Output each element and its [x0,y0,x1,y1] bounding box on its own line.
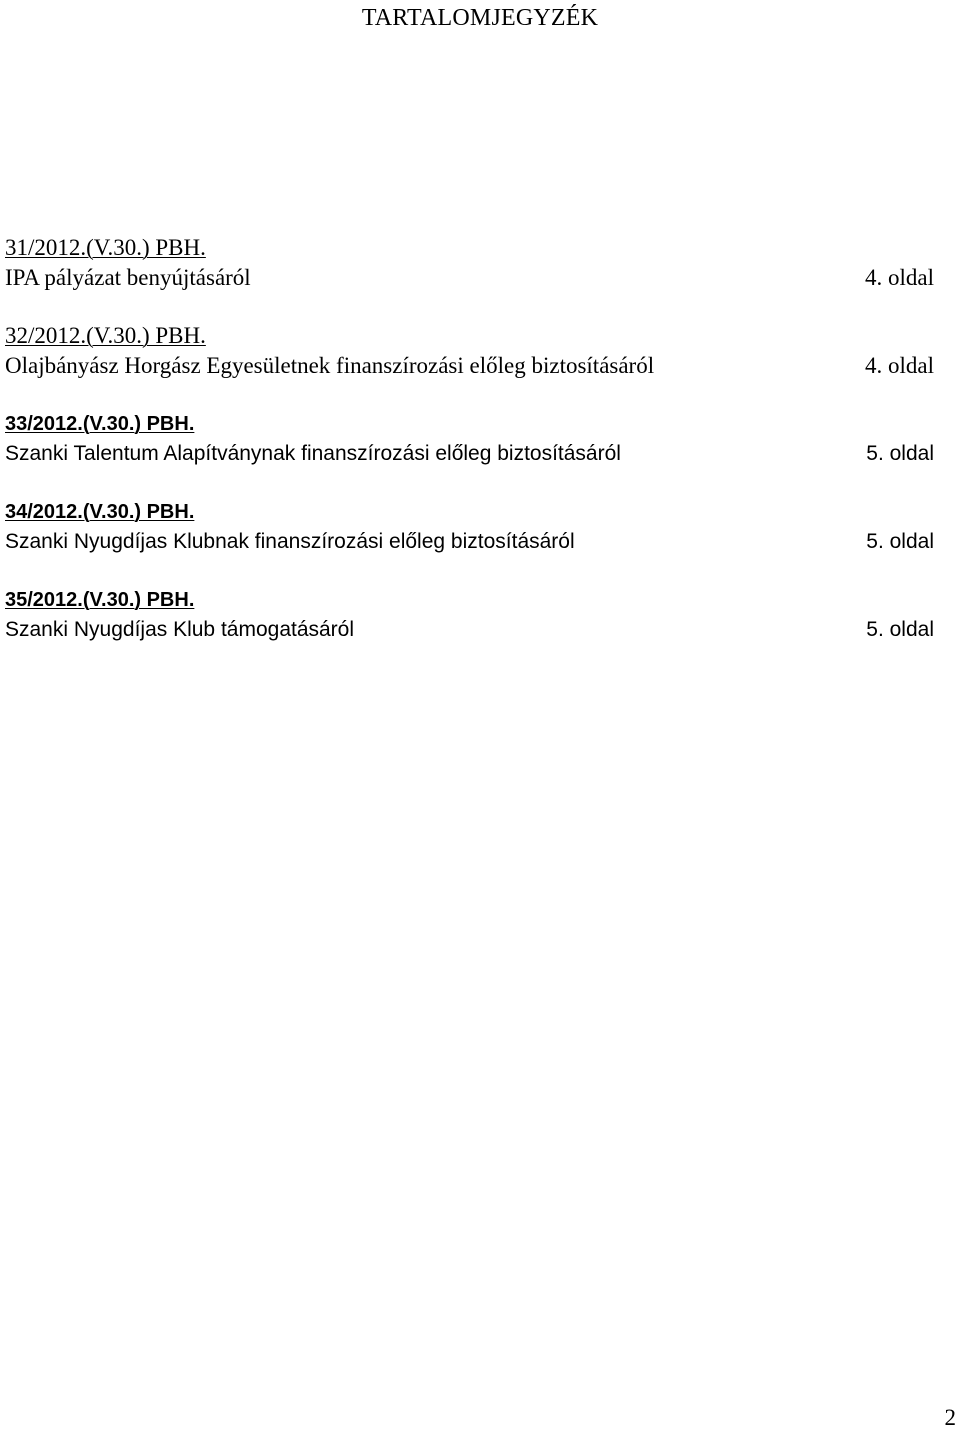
toc-entry-line [5,263,934,293]
resolution-subject: Olajbányász Horgász Egyesületnek finanszírozási előleg biztosításáról [5,353,655,378]
table-of-contents [5,233,934,673]
resolution-number: 31/2012.(V.30.) PBH. [5,235,206,260]
page-reference: 5. oldal [866,442,934,465]
toc-entry-33 [5,409,934,469]
page-reference: 4. oldal [865,265,934,290]
toc-entry-line [5,439,934,469]
toc-entry-line [5,615,934,645]
resolution-number: 34/2012.(V.30.) PBH. [5,501,195,523]
resolution-number: 33/2012.(V.30.) PBH. [5,413,195,435]
toc-entry-34 [5,497,934,557]
toc-entry-32 [5,321,934,381]
resolution-number: 35/2012.(V.30.) PBH. [5,589,195,611]
resolution-number: 32/2012.(V.30.) PBH. [5,323,206,348]
page-title: TARTALOMJEGYZÉK [361,5,599,31]
page-reference: 5. oldal [866,530,934,553]
resolution-subject: Szanki Talentum Alapítványnak finanszírozási előleg biztosításáról [5,442,621,465]
toc-entry-35 [5,585,934,645]
toc-entry-31 [5,233,934,293]
resolution-subject: IPA pályázat benyújtásáról [5,265,251,290]
toc-entry-line [5,527,934,557]
page-number: 2 [944,1405,956,1430]
resolution-subject: Szanki Nyugdíjas Klub támogatásáról [5,618,355,641]
resolution-subject: Szanki Nyugdíjas Klubnak finanszírozási előleg biztosításáról [5,530,575,553]
toc-entry-line [5,351,934,381]
page-reference: 4. oldal [865,353,934,378]
page-reference: 5. oldal [866,618,934,641]
